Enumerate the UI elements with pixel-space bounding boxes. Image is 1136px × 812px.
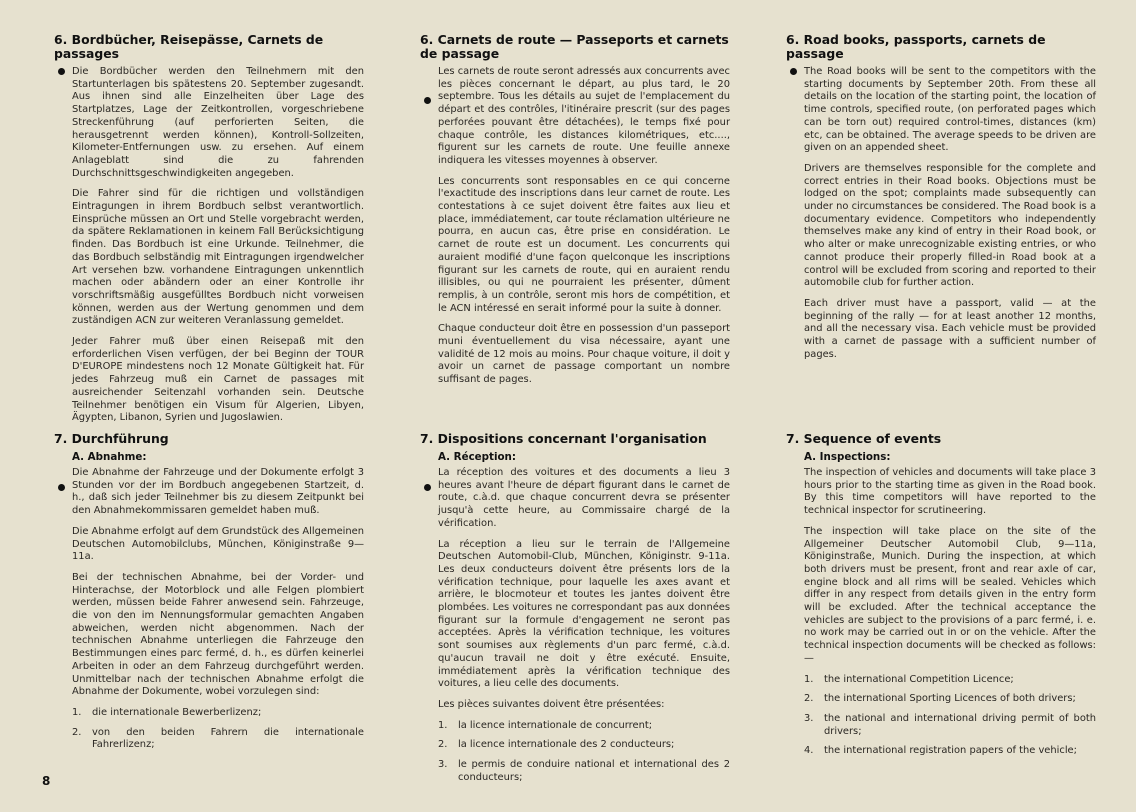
section-6-french [420, 33, 730, 395]
paragraph: Die Abnahme der Fahrzeuge und der Dokumente erfolgt 3 Stunden vor der im Bordbuch angegebenen Startzeit, d. h., daß sich jeder Teilnehmer bis zu diesem Zeitpunkt bei den Abnahmekommissaren gemeldet haben muß. [72, 467, 364, 517]
section-heading: 7. Dispositions concernant l'organisation [420, 431, 707, 446]
section-heading: 6. Bordbücher, Reisepässe, Carnets de passages [54, 32, 324, 61]
document-list [420, 720, 730, 785]
list-item-number: 1. [72, 706, 82, 718]
section-heading: 7. Sequence of events [786, 431, 942, 446]
paragraph: Chaque conducteur doit être en possession d'un passeport muni éventuellement du visa nécessaire, ayant une validité de 12 mois au moins. Pour chaque voiture, il doit y avoir un carnet de passage comportant un nombre suffisant de pages. [438, 323, 730, 386]
paragraph: La réception a lieu sur le terrain de l'Allgemeine Deutschen Automobil-Club, München, Königinstr. 9-11a. Les deux conducteurs doivent être présents lors de la vérification technique, pour laquelle les axes avant et arrière, le blocmoteur et toutes les jantes doivent être plombées. Les voitures ne correspondant pas aux données figurant sur la formule d'engagement ne seront pas acceptées. Après la vérification technique, les voitures sont soumises aux règlements d'un parc fermé, c.à.d. qu'aucun travail ne doit y être exécuté. Ensuite, immédiatement après la vérification technique des voitures, a lieu celle des documents. [438, 538, 730, 690]
paragraph: Die Abnahme erfolgt auf dem Grundstück des Allgemeinen Deutschen Automobilclubs, München, Königinstraße 9—11a. [72, 525, 364, 563]
section-heading: 6. Road books, passports, carnets de passage [786, 32, 1046, 61]
list-item-text: the national and international driving permit of both drivers; [824, 712, 1096, 737]
list-item-number: 2. [72, 726, 82, 738]
paragraph: The inspection will take place on the site of the Allgemeiner Deutscher Automobil Club, 9—11a, Königinstraße, Munich. During the inspection, at which both drivers must be present, front and rear axle of car, engine block and all rims will be sealed. Vehicles which differ in any respect from details given in the entry form will be excluded. After the technical acceptance the vehicles are subject to the provisions of a parc fermé, i. e. no work may be carried out in or on the vehicle. After the technical inspection documents will be checked as follows: — [804, 525, 1096, 664]
paragraph: Les carnets de route seront adressés aux concurrents avec les pièces concernant le départ, au plus tard, le 20 septembre. Tous les détails au sujet de l'emplacement du départ et des contrôles, l'itinéraire prescrit (sur des pages perforées pouvant être détachées), le temps fixé pour chaque contrôle, les distances kilométriques, etc...., figurent sur les carnets de route. Une feuille annexe indiquera les vitesses moyennes à observer. [438, 66, 730, 166]
list-item-number: 2. [804, 693, 814, 705]
list-item [72, 727, 364, 752]
section-heading: 7. Durchführung [54, 431, 169, 446]
paragraph: Die Bordbücher werden den Teilnehmern mit den Startunterlagen bis spätestens 20. September zugesandt. Aus ihnen sind alle Einzelheiten über Lage des Startplatzes, Lage der Zeitkontrollen, vorgeschriebene Streckenführung (auf perforierten Seiten, die herausgetrennt werden können), Kontroll-Sollzeiten, Kilometer-Entfernungen usw. zu ersehen. Auf einem Anlageblatt sind die zu fahrenden Durchschnittsgeschwindigkeiten angegeben. [72, 66, 364, 179]
list-item-text: von den beiden Fahrern die internationale Fahrerlizenz; [92, 726, 364, 751]
section-heading: 6. Carnets de route — Passeports et carnets de passage [420, 32, 729, 61]
paragraph: Jeder Fahrer muß über einen Reisepaß mit den erforderlichen Visen verfügen, der bei Beginn der TOUR D'EUROPE mindestens noch 12 Monate Gültigkeit hat. Für jedes Fahrzeug muß ein Carnet de passages mit ausreichender Seitenzahl vorhanden sein. Deutsche Teilnehmer benötigen ein Visum für Algerien, Libyen, Ägypten, Libanon, Syrien und Jugoslawien. [72, 336, 364, 424]
list-item-number: 2. [438, 739, 448, 751]
section-7-english [786, 432, 1096, 765]
list-item [438, 720, 730, 733]
document-list [786, 674, 1096, 759]
list-item-text: la licence internationale des 2 conducteurs; [458, 739, 675, 751]
list-item-text: le permis de conduire national et international des 2 conducteurs; [458, 759, 730, 783]
paragraph: Les pièces suivantes doivent être présentées: [438, 698, 665, 710]
list-item-text: the international Sporting Licences of both drivers; [824, 693, 1076, 705]
paragraph: Les concurrents sont responsables en ce qui concerne l'exactitude des inscriptions dans leur carnet de route. Les contestations à ce sujet doivent être faites aux lieu et place, immédiatement, car toute réclamation ultérieure ne pourra, en aucun cas, être prise en considération. Le carnet de route est un document. Les concurrents qui auraient modifié d'une façon quelconque les inscriptions figurant sur les carnets de route, qui en auraient rendu illisibles, ou qui ne pourraient les présenter, dûment remplis, à un contrôle, seront mis hors de compétition, et le ACN intéressé en serait informé pour la suite à donner. [438, 175, 730, 314]
bullet-marker [424, 484, 431, 491]
section-7-german [54, 432, 364, 759]
page-number: 8 [42, 774, 51, 788]
list-item [804, 745, 1096, 758]
paragraph: The inspection of vehicles and documents will take place 3 hours prior to the starting time as given in the Road book. By this time competitors will have reported to the technical inspector for scrutineering. [804, 467, 1096, 517]
paragraph: The Road books will be sent to the competitors with the starting documents by September 20th. From these all details on the location of the starting point, the location of time controls, specified route, (on perforated pages which can be torn out) required control-times, distances (km) etc, can be obtained. The average speeds to be driven are given on an appended sheet. [804, 66, 1096, 154]
section-subheading: A. Réception: [438, 451, 517, 463]
section-6-english [786, 33, 1096, 369]
document-list [54, 707, 364, 752]
paragraph: La réception des voitures et des documents a lieu 3 heures avant l'heure de départ figurant dans le carnet de route, c.à.d. que chaque concurrent devra se présenter jusqu'à cette heure, au Commissaire chargé de la vérification. [438, 467, 730, 529]
list-item-number: 4. [804, 745, 814, 757]
paragraph: Each driver must have a passport, valid — at the beginning of the rally — for at least another 12 months, and all the necessary visa. Each vehicle must be provided with a carnet de passage with a sufficient number of pages. [804, 297, 1096, 360]
paragraph: Drivers are themselves responsible for the complete and correct entries in their Road books. Objections must be lodged on the spot; complaints made subsequently can under no circumstances be considered. The Road book is a documentary evidence. Competitors who independently themselves make any kind of entry in their Road book, or who alter or make unrecognizable existing entries, or who cannot produce their properly filled-in Road book at a control will be excluded from scoring and reported to their automobile club for further action. [804, 162, 1096, 289]
list-item [438, 759, 730, 784]
list-item-text: the international Competition Licence; [824, 673, 1014, 685]
bullet-marker [58, 484, 65, 491]
list-item [804, 693, 1096, 706]
list-item-number: 3. [438, 759, 448, 771]
list-item-number: 1. [804, 673, 814, 685]
list-item-text: the international registration papers of the vehicle; [824, 745, 1077, 757]
section-subheading: A. Abnahme: [72, 451, 147, 463]
list-item-text: la licence internationale de concurrent; [458, 719, 653, 731]
list-item-number: 3. [804, 712, 814, 724]
list-item-number: 1. [438, 719, 448, 731]
section-6-german [54, 33, 364, 433]
list-item [438, 739, 730, 752]
paragraph: Bei der technischen Abnahme, bei der Vorder- und Hinterachse, der Motorblock und alle Felgen plombiert werden, müssen beide Fahrer anwesend sein. Fahrzeuge, die von den im Nennungsformular gemachten Angaben abweichen, werden nicht abgenommen. Nach der technischen Abnahme unterliegen die Fahrzeuge den Bestimmungen eines parc fermé, d. h., es dürfen keinerlei Arbeiten in oder an dem Fahrzeug durchgeführt werden. Unmittelbar nach der technischen Abnahme erfolgt die Abnahme der Dokumente, wobei vorzulegen sind: [72, 571, 364, 698]
bullet-marker [424, 97, 431, 104]
section-subheading: A. Inspections: [804, 451, 891, 463]
paragraph: Die Fahrer sind für die richtigen und vollständigen Eintragungen in ihrem Bordbuch selbst verantwortlich. Einsprüche müssen an Ort und Stelle vorgebracht werden, da spätere Reklamationen in keinem Fall Berücksichtigung finden. Das Bordbuch ist eine Urkunde. Teilnehmer, die das Bordbuch selbständig mit Eintragungen irgendwelcher Art versehen bzw. vorhandene Eintragungen unkenntlich machen oder abändern oder an einer Kontrolle ihr vorschriftsmäßig ausgefülltes Bordbuch nicht vorweisen können, werden aus der Wertung genommen und dem zuständigen ACN zur weiteren Veranlassung gemeldet. [72, 188, 364, 327]
bullet-marker [58, 68, 65, 75]
list-item-text: die internationale Bewerberlizenz; [92, 706, 262, 718]
bullet-marker [790, 68, 797, 75]
list-item [804, 713, 1096, 738]
list-item [72, 707, 364, 720]
section-7-french [420, 432, 730, 791]
list-item [804, 674, 1096, 687]
